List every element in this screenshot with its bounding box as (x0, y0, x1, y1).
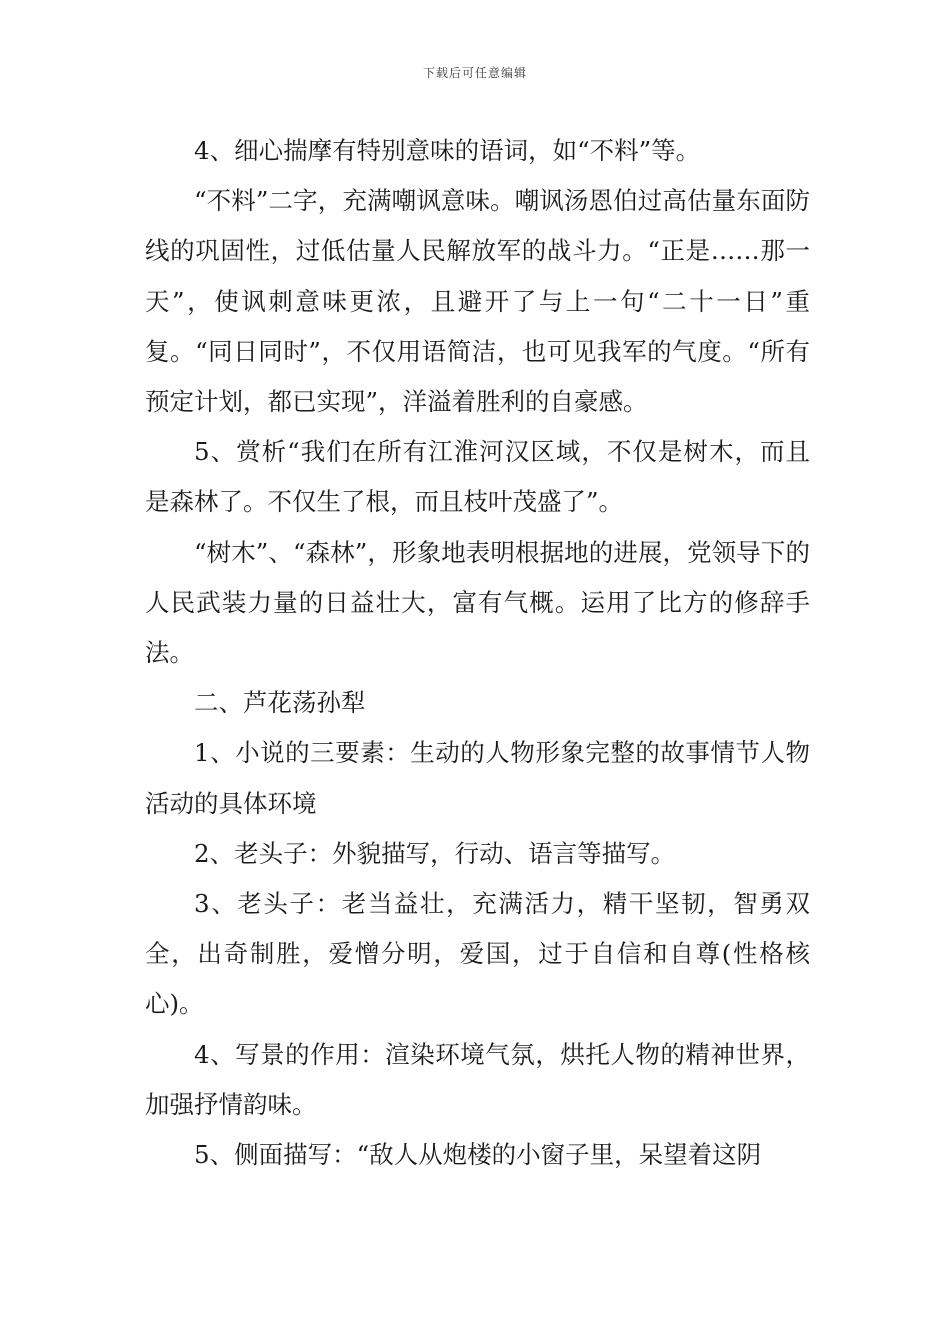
paragraph-novel-elements: 1、小说的三要素：生动的人物形象完整的故事情节人物活动的具体环境 (145, 738, 810, 818)
paragraph-old-man-description: 2、老头子：外貌描写，行动、语言等描写。 (194, 838, 676, 868)
paragraph-analysis-forest: “树木”、“森林”，形象地表明根据地的进展，党领导下的人民武装力量的日益壮大，富有气概。运用了比方的修辞手法。 (145, 537, 810, 668)
paragraph-analysis-buliao: “不料”二字，充满嘲讽意味。嘲讽汤恩伯过高估量东面防线的巩固性，过低估量人民解放军的战斗力。“正是……那一天”，使讽刺意味更浓，且避开了与上一句“二十一日”重复。“同日同时”，不仅用语简洁，也可见我军的气度。“所有预定计划，都已实现”，洋溢着胜利的自豪感。 (145, 186, 810, 417)
paragraph-item-4: 4、细心揣摩有特别意味的语词，如“不料”等。 (194, 136, 701, 165)
paragraph-scenery-function: 4、写景的作用：渲染环境气氛，烘托人物的精神世界，加强抒情韵味。 (145, 1039, 810, 1119)
document-body (145, 126, 810, 1180)
paragraph-old-man-character: 3、老头子：老当益壮，充满活力，精干坚韧，智勇双全，出奇制胜，爱憎分明，爱国，过于自信和自尊(性格核心)。 (145, 889, 810, 1019)
paragraph-side-description: 5、侧面描写：“敌人从炮楼的小窗子里，呆望着这阴 (194, 1140, 762, 1170)
paragraph-item-5: 5、赏析“我们在所有江淮河汉区域，不仅是树木，而且是森林了。不仅生了根，而且枝叶茂盛了”。 (145, 437, 810, 517)
page-header: 下载后可任意编辑 (422, 66, 527, 80)
section-heading-luhuadang: 二、芦花荡孙犁 (194, 688, 366, 718)
